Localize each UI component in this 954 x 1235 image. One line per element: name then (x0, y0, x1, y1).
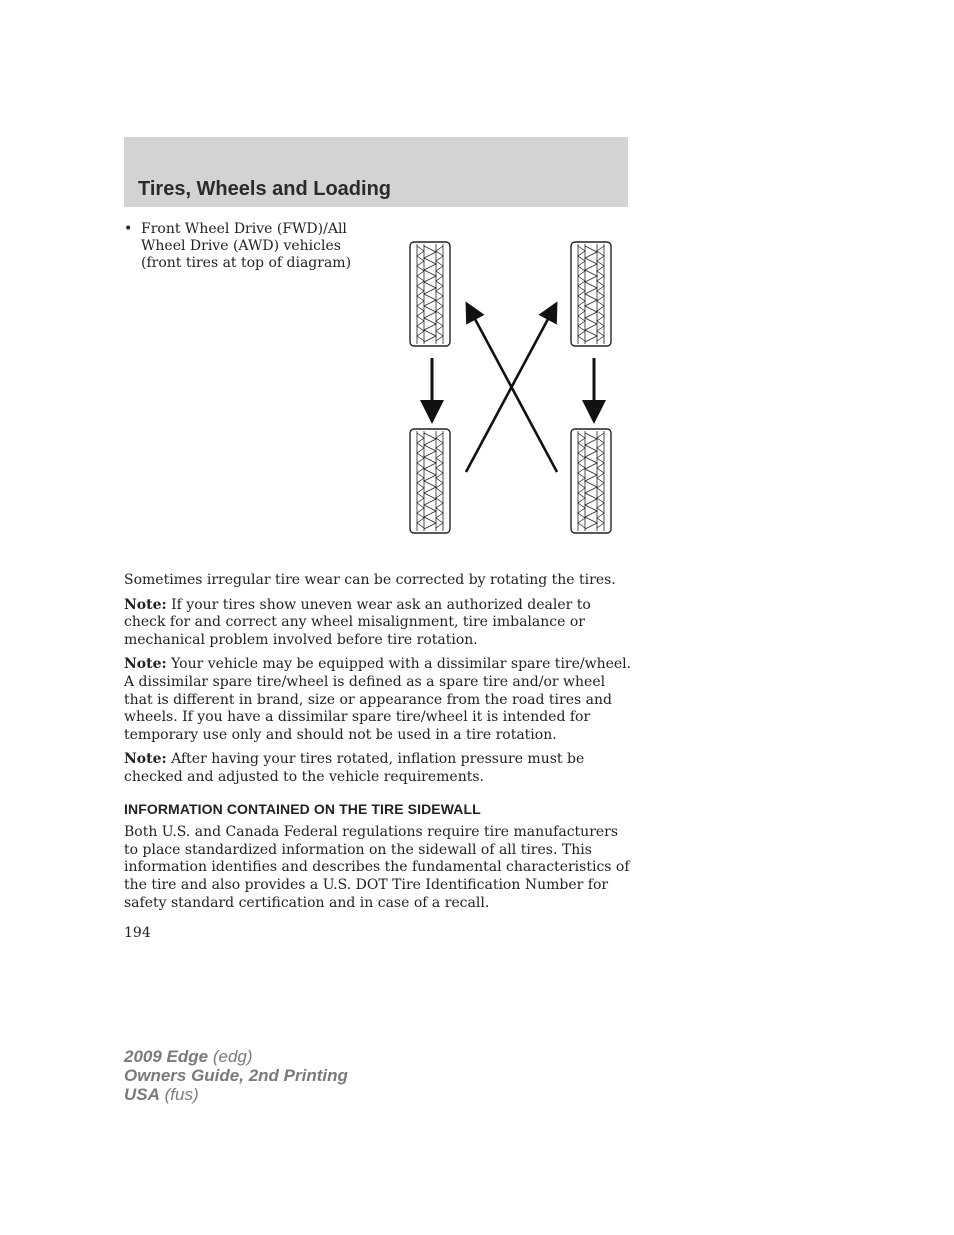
note-paragraph (124, 656, 632, 744)
footer (124, 1047, 348, 1104)
note-paragraph (124, 751, 632, 786)
tire-rotation-diagram (400, 236, 630, 538)
footer-guide: Owners Guide, 2nd Printing (124, 1066, 348, 1085)
body-text (124, 572, 632, 919)
paragraph: Both U.S. and Canada Federal regulations require tire manufacturers to place standardized information on the sidewall of all tires. This information identifies and describes the fundamental characteristics of the tire and also provides a U.S. DOT Tire Identification Number for safety standard certification and in case of a recall. (124, 824, 630, 911)
note-paragraph (124, 597, 632, 650)
paragraph: Sometimes irregular tire wear can be corrected by rotating the tires. (124, 572, 616, 588)
footer-line (124, 1047, 348, 1066)
bullet-line: (front tires at top of diagram) (141, 255, 352, 271)
page-number: 194 (124, 925, 151, 941)
note-text: Your vehicle may be equipped with a dissimilar spare tire/wheel. A dissimilar spare tire/wheel is defined as a spare tire and/or wheel that is different in brand, size or appearance from the road tires and wheels. If you have a dissimilar spare tire/wheel it is intended for temporary use only and should not be used in a tire rotation. (124, 656, 632, 743)
subheading: INFORMATION CONTAINED ON THE TIRE SIDEWALL (124, 800, 481, 817)
arrow-rear-right-to-front-left (468, 306, 557, 472)
rear-right-tire (571, 429, 611, 533)
note-label: Note: (124, 656, 167, 673)
bullet-item (124, 221, 364, 272)
front-left-tire (410, 242, 450, 346)
footer-model-code: (edg) (208, 1047, 253, 1066)
bullet-text (141, 221, 351, 272)
footer-market-code: (fus) (159, 1085, 199, 1104)
bullet-line: Wheel Drive (AWD) vehicles (141, 238, 341, 254)
front-right-tire (571, 242, 611, 346)
bullet-line: Front Wheel Drive (FWD)/All (141, 221, 347, 237)
note-text: After having your tires rotated, inflation pressure must be checked and adjusted to the vehicle requirements. (124, 751, 585, 785)
note-label: Note: (124, 596, 167, 613)
footer-model: 2009 Edge (124, 1047, 209, 1066)
arrow-rear-left-to-front-right (466, 306, 555, 472)
bullet-dot: • (124, 221, 133, 237)
section-title: Tires, Wheels and Loading (138, 178, 392, 200)
footer-market: USA (124, 1085, 160, 1104)
note-text: If your tires show uneven wear ask an authorized dealer to check for and correct any wheel misalignment, tire imbalance or mechanical problem involved before tire rotation. (124, 596, 591, 648)
note-label: Note: (124, 751, 167, 768)
rear-left-tire (410, 429, 450, 533)
footer-line (124, 1085, 348, 1104)
